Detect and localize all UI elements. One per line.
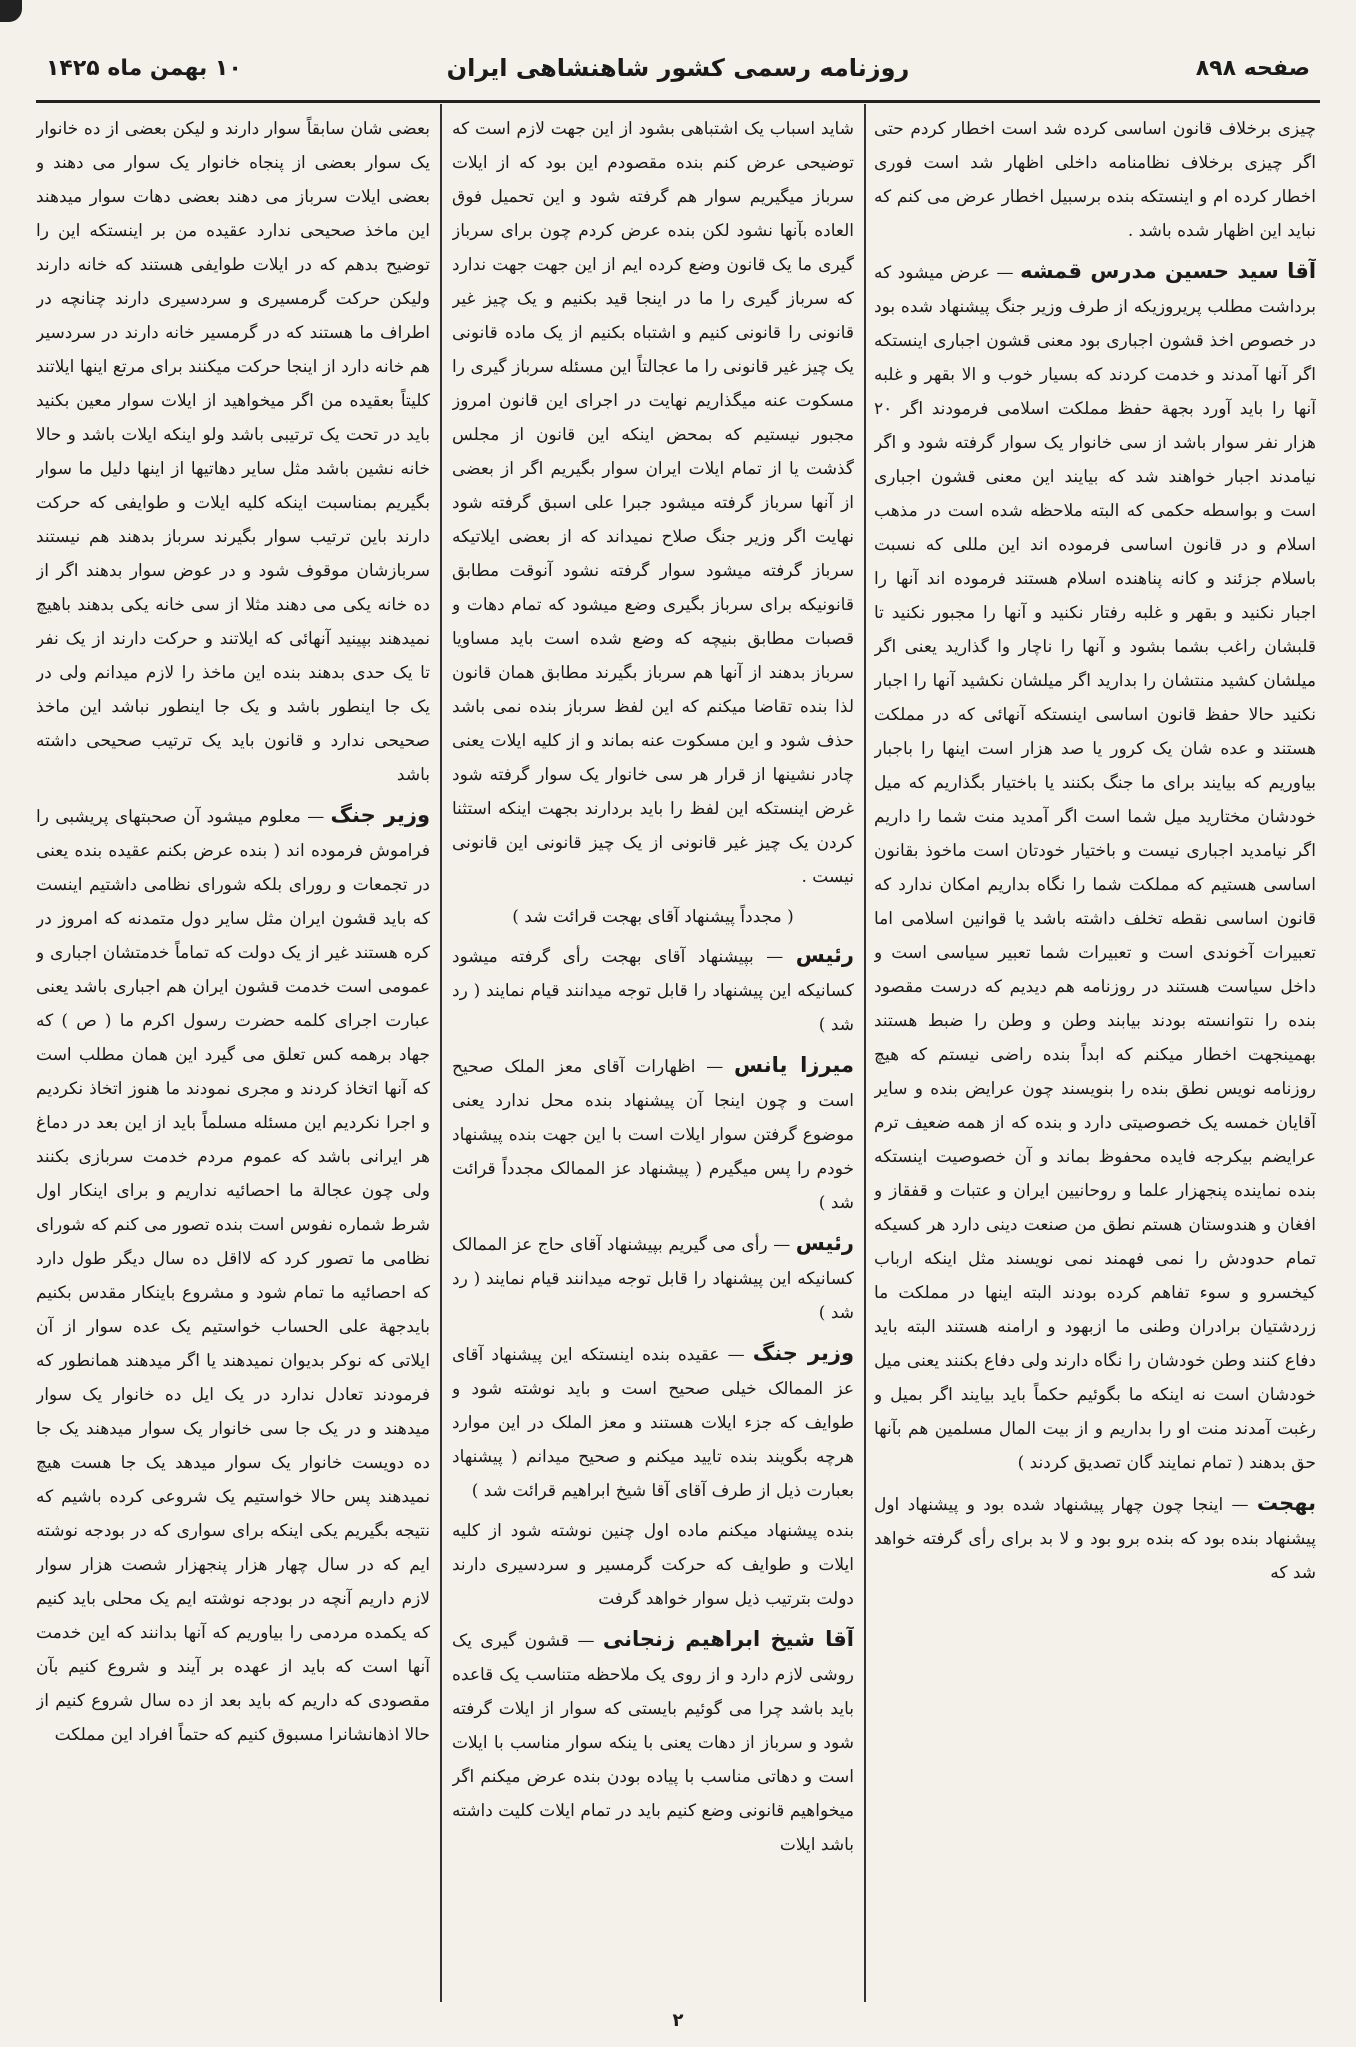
column-divider-left	[440, 104, 442, 2002]
speech-paragraph	[452, 1336, 854, 1508]
speaker-name: بهجت	[1256, 1491, 1316, 1515]
body-paragraph: بعضی شان سابقاً سوار دارند و لیکن بعضی از ده خانوار یک سوار بعضی از پنجاه خانوار یک سوار می دهند و بعضی ایلات سرباز می دهند بعضی دهات سوار میدهند این ماخذ صحیحی ندارد عقیده من بر اینستکه این را توضیح بدهم که در ایلات طوایفی هستند که خانه دارند ولیکن حرکت گرمسیری و سردسیری دارند چنانچه در اطراف ما هستند که در گرمسیر خانه دارند در سردسیر هم خانه دارد از اینجا حرکت میکنند برای مرتع اینها ایلاتند کلیتاً بعقیده من اگر میخواهید از ایلات سوار معین بکنید باید در تحت یک ترتیبی باشد ولو اینکه ایلات باشد و حالا خانه نشین باشد مثل سایر دهاتیها از اینها دلیل ما سوار بگیریم بمناسبت اینکه کلیه ایلات و طوایفی که حرکت دارند باین ترتیب سوار بگیرند سرباز بدهند هم نیستند سربازشان موقوف شود و در عوض سوار بدهند اگر از ده خانه یکی می دهند مثلا از سی خانه یکی بدهند باهیچ نمیدهند بپینید آنهائی که ایلاتند و حرکت دارند از یک نفر تا یک حدی بدهند بنده این ماخذ را لازم میدانم ولی در یک جا اینطور باشد و یک جا اینطور نباشد این ماخذ صحیحی ندارد و قانون باید یک ترتیب صحیحی داشته باشد	[36, 119, 430, 785]
speech-paragraph	[36, 798, 430, 1752]
speech-text: — اینجا چون چهار پیشنهاد شده بود و پیشنهاد اول پیشنهاد بنده بود که بنده برو بود و لا بد برای رأی گرفته خواهد شد که	[874, 1495, 1316, 1583]
speech-paragraph	[874, 1486, 1316, 1590]
speaker-name: آقا سید حسین مدرس قمشه	[1020, 259, 1316, 283]
speech-text: — رأی می گیریم بپیشنهاد آقای حاج عز الممالک کسانیکه این پیشنهاد را قابل توجه میدانند قیام نمایند ( رد شد )	[452, 1235, 854, 1323]
procedural-note: ( مجدداً پیشنهاد آقای بهجت قرائت شد )	[512, 907, 794, 927]
body-paragraph: بنده پیشنهاد میکنم ماده اول چنین نوشته شود از کلیه ایلات و طوایف که حرکت گرمسیر و سردسیری دارند دولت بترتیب ذیل سوار خواهد گرفت	[452, 1521, 854, 1609]
speaker-name: رئیس	[795, 1231, 854, 1255]
speech-paragraph	[874, 254, 1316, 1480]
speech-text: — بپیشنهاد آقای بهجت رأی گرفته میشود کسانیکه این پیشنهاد را قابل توجه میدانند قیام نمایند ( رد شد )	[452, 947, 854, 1035]
speech-paragraph	[452, 1226, 854, 1330]
speech-text: — عقیده بنده اینستکه این پیشنهاد آقای عز الممالک خیلی صحیح است و باید نوشته شود و طوایف که جزء ایلات هستند و معز الملک در این موارد هرچه بگویند بنده تایید میکنم و صحیح میدانم ( پیشنهاد بعبارت ذیل از طرف آقای آقا شیخ ابراهیم قرائت شد )	[452, 1345, 854, 1501]
page-header	[36, 40, 1320, 100]
ink-blot-decoration	[0, 0, 22, 22]
speech-text: — عرض میشود که برداشت مطلب پریروزیکه از طرف وزیر جنگ پیشنهاد شده بود در خصوص اخذ قشون اجباری بود معنی قشون اجباری اینستکه اگر آنها آمدند و خدمت کردند که بسیار خوب و الا بقهر و غلبه آنها را باید آورد بجهة حفظ مملکت اسلامی فرمودند اگر ۲۰ هزار نفر سوار باشد از سی خانوار یک سوار گرفته شود و اگر نیامدند اجبار خواهند شد که بیایند این معنی قشون اجباری است و بواسطه حکمی که البته ملاحظه شده است در مذهب اسلام و در قانون اساسی فرموده اند این مللی که نسبت باسلام جزئند و کانه پناهنده اسلام هستند فرموده اند آنها را اجبار نکنید و بقهر و غلبه رفتار نکنید و آنها را مجبور نکنید تا قلبشان راغب بشما بشود و آنها را ناچار وا گذارید یعنی اگر میلشان کشید منتشان را بدارید اگر میلشان نکشید آنها را اجبار نکنید حالا حفظ قانون اساسی اینستکه آنهائی که در مملکت هستند و عده شان یک کرور یا صد هزار است اینها را باجبار بیاوریم که بیایند برای ما جنگ بکنند یا باختیار بگذاریم که میل خودشان مختارید میل شما است اگر آمدید منت شما را داریم اگر نیامدید اجباری نیست و باختیار خودتان است ماخوذ بقانون اساسی هستیم که مملکت شما را نگاه بداریم امکان ندارد که قانون اساسی نقطه تخلف داشته باشد یا قوانین اسلامی اما تعبیرات آخوندی است و تعبیرات شما تعبیر سیاسی است و داخل سیاست هستند در روزنامه هم دیدیم که درست مقصود بنده را نتوانسته بودند بیابند وطن و وطن را ضبط هستند بهمینجهت اخطار میکنم که ابداً بنده راضی نیستم که هیچ روزنامه نویس نطق بنده را بنویسند چون عرایض بنده و سایر آقایان خمسه یک خصوصیتی دارد و بنده که از همه ضعیف ترم عرایضم بیکرجه فایده محفوظ بماند و آن خصوصیت اینستکه بنده نماینده پنجهزار علما و روحانیین ایران و عتبات و قفقاز و افغان و هندوستان هستم نطق من صنعت دینی دارد هر کسیکه تمام حدودش را نمی فهمند نمی نویسند مثل اینکه ارباب کیخسرو و سوء تفاهم کرده بودند البته اینها در مملکت ما زردشتیان برادران وطنی ما ازبهود و ارامنه هستند البته باید دفاع کنند وطن خودشان را نگاه دارند ولی دفاع بکنند یعنی میل خودشان است نه اینکه ما بگوئیم حکماً باید بیایند اگر بمیل و رغبت آمدند منت او را بداریم و از بیت المال مسلمین هم بآنها حق بدهند ( تمام نمایند گان تصدیق کردند )	[874, 263, 1316, 1473]
speech-text: — اظهارات آقای معز الملک صحیح است و چون اینجا آن پیشنهاد بنده محل ندارد یعنی موضوع گرفتن سوار ایلات است با این جهت بنده پیشنهاد خودم را پس میگیرم ( پیشنهاد عز الممالک مجدداً قرائت شد )	[452, 1057, 854, 1213]
column-left	[36, 112, 430, 2002]
column-middle	[452, 112, 854, 2002]
body-paragraph: شاید اسباب یک اشتباهی بشود از این جهت لازم است که توضیحی عرض کنم بنده مقصودم این بود که از ایلات سرباز میگیریم سوار هم گرفته شود و این تحمیل فوق العاده بآنها نشود لکن بنده عرض کردم چون برای سرباز گیری ما یک قانون وضع کرده ایم از این جهت جهت ندارد که سرباز گیری را ما در اینجا قید بکنیم و یک چیز غیر قانونی را قانونی کنیم و اشتباه بکنیم از یک ماده قانونی یک چیز غیر قانونی را ما عجالتاً این مسئله سرباز گیری را مسکوت عنه میگذاریم نهایت در اجرای این قانون امروز مجبور نیستیم که بمحض اینکه این قانون از مجلس گذشت یا از تمام ایلات ایران سوار بگیریم اگر از بعضی از آنها سرباز گرفته میشود جبرا علی اسبق گرفته شود نهایت اگر وزیر جنگ صلاح نمیداند که از بعضی ایلاتیکه سرباز گرفته میشود سوار گرفته نشود آنوقت مطابق قانونیکه برای سرباز بگیری وضع میشود که تمام دهات و قصبات مطابق بنیچه که وضع شده است باید مساویا سرباز بدهند از آنها هم سرباز بگیرند مطابق همان قانون لذا بنده تقاضا میکنم که این لفظ سرباز بنده نمی باشد حذف شود و این مسکوت عنه بماند و از کلیه ایلات یعنی چادر نشینها از قرار هر سی خانوار یک سوار گرفته شود غرض اینستکه این لفظ را باید بردارند بجهت اینکه استثنا کردن یک چیز غیر قانونی از یک چیز قانونی این قانونی نیست .	[452, 119, 854, 887]
speech-text: — معلوم میشود آن صحبتهای پریشبی را فراموش فرموده اند ( بنده عرض بکنم عقیده بنده یعنی در تجمعات و رورای بلکه شورای نظامی داشتیم اینست که باید قشون ایران مثل سایر دول متمدنه که امروز در کره هستند غیر از یک دولت که تماماً خدمتشان اجباری و عمومی است خدمت قشون ایران هم اجباری باشد یعنی عبارت اجرای کلمه حضرت رسول اکرم ما ( ص ) که جهاد برهمه کس تعلق می گیرد این همان مطلب است که آنها اتخاذ کردند و مجری نمودند ما هنوز اتخاذ نکردیم و اجرا نکردیم این مسئله مسلماً باید از این بعد در دماغ هر ایرانی باشد که عموم مردم خدمت سربازی بکنند ولی چون عجالة ما احصائیه نداریم و برای اینکار اول شرط شماره نفوس است بنده تصور می کنم که شورای نظامی ما تصور کرد که لااقل ده سال دیگر طول دارد که احصائیه ما تمام شود و مشروع باینکار مقدس بکنیم بایدجهة علی الحساب خواستیم یک عده سوار از آن ایلاتی که نوکر بدیوان نمیدهند یا اگر میدهند همانطور که فرمودند تعادل ندارد در یک ایل ده خانوار یک سوار میدهند و در یک جا سی خانوار یک سوار میدهند یک جا ده دویست خانوار یک سوار میدهد یک جا هست هیچ نمیدهند پس حالا خواستیم یک شروعی کرده باشیم که نتیجه بگیریم یکی اینکه برای سواری که در بودجه نوشته ایم که در سال چهار هزار پنجهزار شصت هزار سوار لازم داریم آنچه در بودجه نوشته ایم یک محلی باید کنیم که یکمده مردمی را بیاوریم که آنها بدانند که این خدمت آنها است که باید از عهده بر آیند و شروع کنیم بآن مقصودی که داریم که باید بعد از ده سال شروع کنیم از حالا اذهانشانرا مسبوق کنیم که حتماً افراد این مملکت	[36, 807, 430, 1745]
publication-title: روزنامه رسمی کشور شاهنشاهی ایران	[446, 54, 910, 82]
speaker-name: آقا شیخ ابراهیم زنجانی	[602, 1627, 854, 1651]
speech-text: — قشون گیری یک روشی لازم دارد و از روی یک ملاحظه متناسب یک قاعده باید باشد چرا می گوئیم بایستی که سوار از ایلات گرفته شود و سرباز از دهات یعنی با ینکه سوار مناسب با ایلات است و دهاتی مناسب با پیاده بودن بنده عرض میکنم اگر میخواهیم قانونی وضع کنیم باید در تمام ایلات کلیت داشته باشد ایلات	[452, 1631, 854, 1855]
speaker-name: رئیس	[795, 943, 854, 967]
column-right	[874, 112, 1316, 2002]
page-label: صفحه ۸۹۸	[1195, 56, 1310, 81]
page-number: ۲	[672, 2010, 684, 2031]
speech-paragraph	[452, 1048, 854, 1220]
issue-date: ۱۰ بهمن ماه ۱۴۲۵	[46, 56, 242, 81]
body-paragraph: چیزی برخلاف قانون اساسی کرده شد است اخطار کردم حتی اگر چیزی برخلاف نظامنامه داخلی اظهار شد است فوری اخطار کرده ام و اینستکه بنده برسبیل اخطار عرض می کنم که نباید این اظهار شده باشد .	[874, 119, 1316, 241]
header-rule	[36, 100, 1320, 103]
speech-paragraph	[452, 1622, 854, 1862]
speaker-name: وزیر جنگ	[752, 1341, 854, 1365]
speech-paragraph	[452, 938, 854, 1042]
speaker-name: وزیر جنگ	[330, 803, 430, 827]
column-divider-right	[864, 104, 866, 2002]
speaker-name: میرزا یانس	[734, 1053, 854, 1077]
